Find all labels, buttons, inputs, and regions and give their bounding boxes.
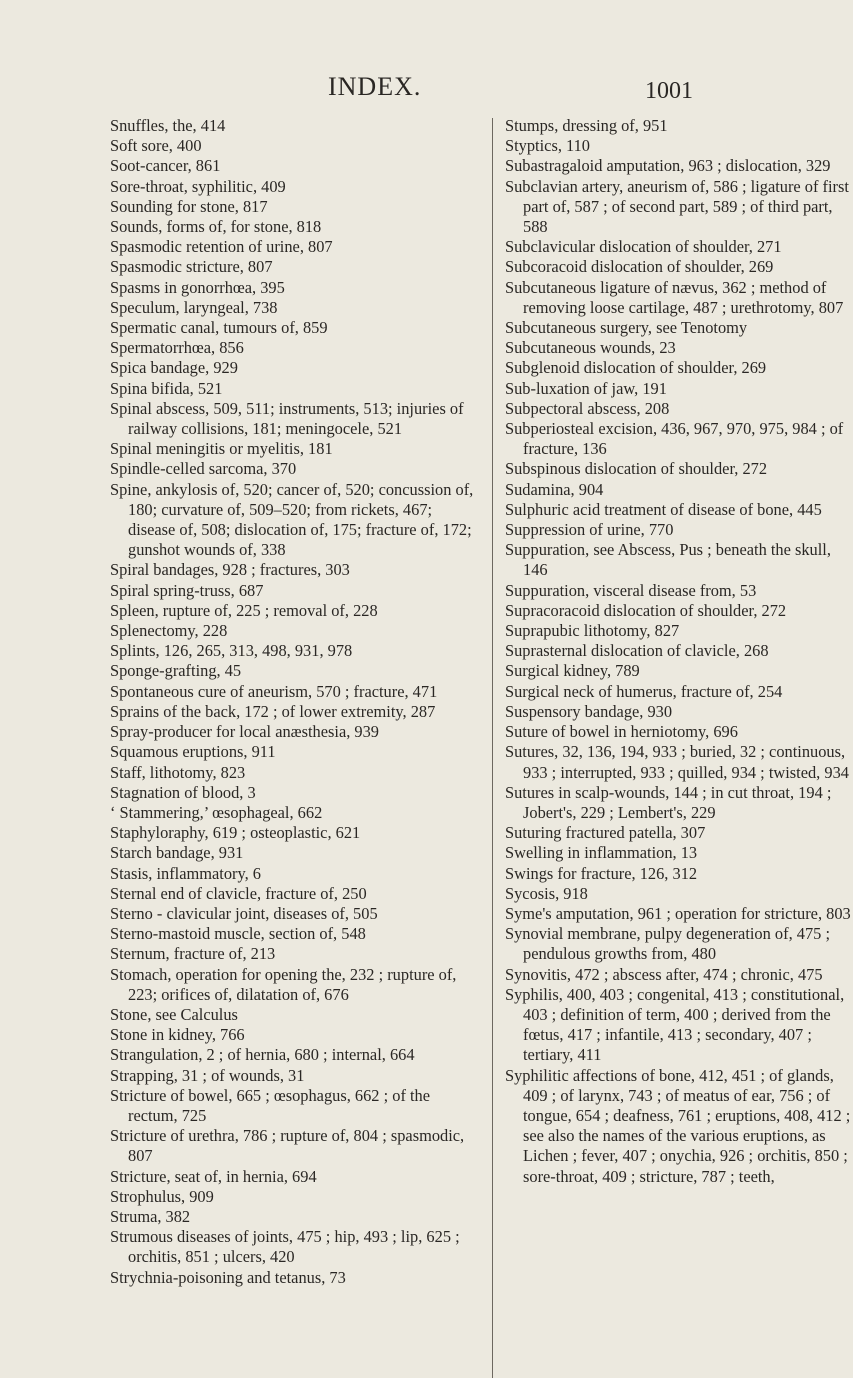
index-entry: Strangulation, 2 ; of hernia, 680 ; internal, 664	[110, 1045, 415, 1065]
index-entry: Spine, ankylosis of, 520; cancer of, 520; concussion of, 180; curvature of, 509–520; from rickets, 467; disease of, 508; dislocation of, 175; fracture of, 172; gunshot wounds of, 338	[110, 479, 474, 560]
index-entry: Subcoracoid dislocation of shoulder, 269	[505, 257, 774, 277]
index-entry: Synovitis, 472 ; abscess after, 474 ; chronic, 475	[505, 964, 823, 984]
index-entry: Spica bandage, 929	[110, 358, 238, 378]
index-entry: Spindle-celled sarcoma, 370	[110, 459, 297, 479]
index-entry: Sudamina, 904	[505, 479, 604, 499]
index-entry: Suppuration, see Abscess, Pus ; beneath the skull, 146	[505, 540, 831, 580]
index-entry: Struma, 382	[110, 1206, 191, 1226]
index-entry: Stumps, dressing of, 951	[505, 116, 668, 135]
index-column-right	[505, 116, 853, 1187]
page-number: 1001	[645, 78, 693, 104]
index-entry: Strumous diseases of joints, 475 ; hip, 493 ; lip, 625 ; orchitis, 851 ; ulcers, 420	[110, 1227, 460, 1267]
index-entry: Suprasternal dislocation of clavicle, 268	[505, 641, 769, 661]
index-entry: Spermatorrhœa, 856	[110, 338, 244, 358]
index-entry: Starch bandage, 931	[110, 843, 244, 863]
index-entry: Syphilitic affections of bone, 412, 451 ; of glands, 409 ; of larynx, 743 ; of meatus of ear, 756 ; of tongue, 654 ; deafness, 761 ; eruptions, 408, 412 ; see also the names of the various eruptions, as Lichen ; fever, 407 ; onychia, 926 ; orchitis, 850 ; sore-throat, 409 ; stricture, 787 ; teeth,	[505, 1065, 851, 1186]
index-entry: Snuffles, the, 414	[110, 116, 226, 135]
index-entry: Stricture of bowel, 665 ; œsophagus, 662 ; of the rectum, 725	[110, 1085, 431, 1125]
index-entry: Sternal end of clavicle, fracture of, 250	[110, 883, 367, 903]
index-entry: Spasms in gonorrhœa, 395	[110, 277, 285, 297]
index-entry: Splenectomy, 228	[110, 621, 228, 641]
page-header	[0, 70, 800, 110]
index-entry: Suture of bowel in herniotomy, 696	[505, 722, 738, 742]
index-entry: Staff, lithotomy, 823	[110, 762, 246, 782]
index-entry: Swelling in inflammation, 13	[505, 843, 698, 863]
index-entry: Subpectoral abscess, 208	[505, 398, 670, 418]
index-entry: Subperiosteal excision, 436, 967, 970, 975, 984 ; of fracture, 136	[505, 419, 844, 459]
index-entry: Sterno-mastoid muscle, section of, 548	[110, 924, 366, 944]
index-entry: Suppression of urine, 770	[505, 520, 674, 540]
index-entry: Sutures, 32, 136, 194, 933 ; buried, 32 ; continuous, 933 ; interrupted, 933 ; quilled, 934 ; twisted, 934	[505, 742, 849, 782]
index-entry: Strapping, 31 ; of wounds, 31	[110, 1065, 305, 1085]
index-entry: Sponge-grafting, 45	[110, 661, 242, 681]
index-entry: Strophulus, 909	[110, 1186, 214, 1206]
index-entry: Strychnia-poisoning and tetanus, 73	[110, 1267, 346, 1287]
index-entry: Suturing fractured patella, 307	[505, 823, 706, 843]
index-entry: Sutures in scalp-wounds, 144 ; in cut throat, 194 ; Jobert's, 229 ; Lembert's, 229	[505, 782, 832, 822]
index-entry: Sounds, forms of, for stone, 818	[110, 217, 322, 237]
index-entry: Stone, see Calculus	[110, 1004, 238, 1024]
index-entry: Suprapubic lithotomy, 827	[505, 621, 680, 641]
index-entry: Spasmodic stricture, 807	[110, 257, 273, 277]
index-entry: Surgical neck of humerus, fracture of, 254	[505, 681, 783, 701]
index-entry: Spontaneous cure of aneurism, 570 ; fracture, 471	[110, 681, 438, 701]
index-entry: Stasis, inflammatory, 6	[110, 863, 261, 883]
index-entry: Swings for fracture, 126, 312	[505, 863, 698, 883]
index-entry: Spiral bandages, 928 ; fractures, 303	[110, 560, 350, 580]
index-entry: Sternum, fracture of, 213	[110, 944, 276, 964]
index-entry: Stomach, operation for opening the, 232 ; rupture of, 223; orifices of, dilatation of, 676	[110, 964, 457, 1004]
index-entry: Subastragaloid amputation, 963 ; dislocation, 329	[505, 156, 831, 176]
index-entry: Spina bifida, 521	[110, 378, 223, 398]
index-entry: Supracoracoid dislocation of shoulder, 272	[505, 600, 787, 620]
index-entry: Syphilis, 400, 403 ; congenital, 413 ; constitutional, 403 ; definition of term, 400 ; derived from the fœtus, 417 ; infantile, 413 ; secondary, 407 ; tertiary, 411	[505, 984, 845, 1065]
index-entry: Staphyloraphy, 619 ; osteoplastic, 621	[110, 823, 361, 843]
index-entry: Styptics, 110	[505, 136, 590, 156]
index-entry: Stricture, seat of, in hernia, 694	[110, 1166, 317, 1186]
index-entry: Synovial membrane, pulpy degeneration of, 475 ; pendulous growths from, 480	[505, 924, 831, 964]
index-entry: Subcutaneous surgery, see Tenotomy	[505, 318, 748, 338]
index-entry: Stagnation of blood, 3	[110, 782, 256, 802]
index-entry: Suspensory bandage, 930	[505, 701, 673, 721]
index-entry: Subspinous dislocation of shoulder, 272	[505, 459, 768, 479]
index-entry: Spiral spring-truss, 687	[110, 580, 264, 600]
index-entry: Subclavicular dislocation of shoulder, 271	[505, 237, 782, 257]
index-entry: Splints, 126, 265, 313, 498, 931, 978	[110, 641, 353, 661]
running-title: INDEX.	[328, 72, 422, 101]
index-entry: Syme's amputation, 961 ; operation for stricture, 803	[505, 903, 851, 923]
index-entry: Surgical kidney, 789	[505, 661, 640, 681]
index-entry: Suppuration, visceral disease from, 53	[505, 580, 757, 600]
index-column-left	[110, 116, 482, 1288]
index-entry: Spray-producer for local anæsthesia, 939	[110, 722, 379, 742]
index-entry: Subcutaneous wounds, 23	[505, 338, 676, 358]
index-entry: Spasmodic retention of urine, 807	[110, 237, 333, 257]
index-entry: ‘ Stammering,’ œsophageal, 662	[110, 802, 323, 822]
index-entry: Soft sore, 400	[110, 136, 202, 156]
index-entry: Spinal meningitis or myelitis, 181	[110, 439, 333, 459]
index-entry: Sulphuric acid treatment of disease of bone, 445	[505, 499, 822, 519]
index-entry: Sprains of the back, 172 ; of lower extremity, 287	[110, 701, 436, 721]
index-entry: Sterno - clavicular joint, diseases of, 505	[110, 903, 378, 923]
index-entry: Speculum, laryngeal, 738	[110, 297, 278, 317]
column-divider	[492, 118, 493, 1378]
index-entry: Sore-throat, syphilitic, 409	[110, 176, 286, 196]
index-entry: Stricture of urethra, 786 ; rupture of, 804 ; spasmodic, 807	[110, 1126, 465, 1166]
index-entry: Sounding for stone, 817	[110, 196, 268, 216]
index-entry: Sub-luxation of jaw, 191	[505, 378, 667, 398]
index-entry: Spleen, rupture of, 225 ; removal of, 228	[110, 600, 378, 620]
index-entry: Spinal abscess, 509, 511; instruments, 513; injuries of railway collisions, 181; meningocele, 521	[110, 398, 464, 439]
index-entry: Soot-cancer, 861	[110, 156, 221, 176]
index-entry: Subclavian artery, aneurism of, 586 ; ligature of first part of, 587 ; of second part, 589 ; of third part, 588	[505, 176, 849, 237]
index-entry: Squamous eruptions, 911	[110, 742, 276, 762]
index-entry: Sycosis, 918	[505, 883, 588, 903]
index-entry: Subcutaneous ligature of nævus, 362 ; method of removing loose cartilage, 487 ; urethrotomy, 807	[505, 277, 844, 317]
index-entry: Subglenoid dislocation of shoulder, 269	[505, 358, 767, 378]
index-entry: Stone in kidney, 766	[110, 1025, 245, 1045]
index-entry: Spermatic canal, tumours of, 859	[110, 318, 328, 338]
